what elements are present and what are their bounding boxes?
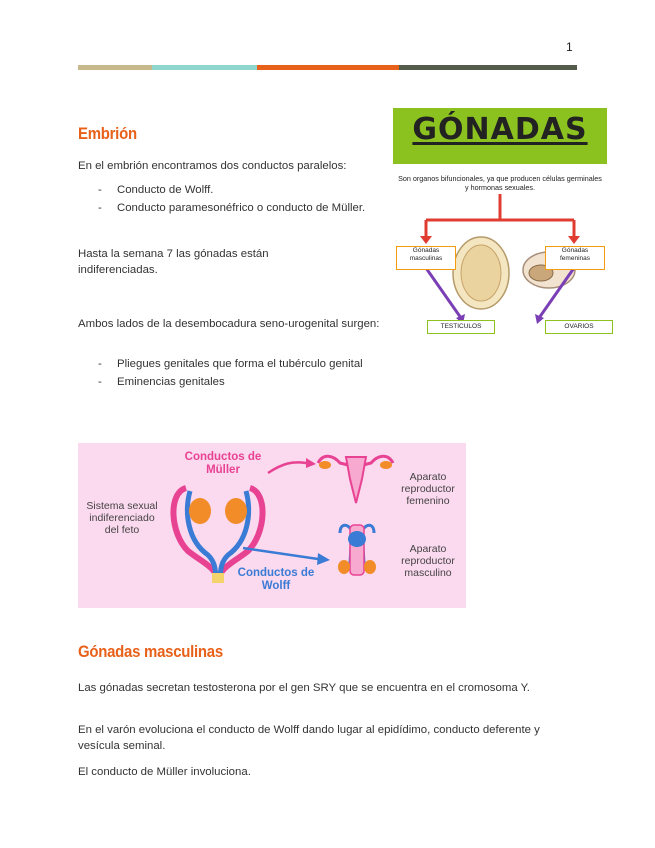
- indiferenciado-label: Sistema sexual indiferenciado del feto: [86, 500, 158, 536]
- conductos-list: [78, 182, 378, 218]
- gonad-left: [189, 498, 211, 524]
- intro-text: En el embrión encontramos dos conductos paralelos:: [78, 160, 347, 172]
- muller-involution-text: El conducto de Müller involuciona.: [78, 766, 251, 778]
- page-number: 1: [566, 40, 573, 54]
- arrow-male: [243, 548, 318, 559]
- wolff-label: Conductos de Wolff: [237, 567, 315, 592]
- gonadas-figure: [393, 108, 607, 335]
- wolff-evolution-text: En el varón evoluciona el conducto de Wolff dando lugar al epidídimo, conducto deferente y vesícula seminal.: [78, 724, 540, 752]
- list-item: - Eminencias genitales: [78, 374, 368, 390]
- desembocadura-text: Ambos lados de la desembocadura seno-urogenital surgen:: [78, 318, 380, 330]
- gonadas-description: Son organos bifuncionales, ya que producen células germinales y hormonas sexuales.: [398, 174, 602, 192]
- gonadas-title: GÓNADAS: [393, 108, 607, 164]
- muller-label: Conductos de Müller: [184, 451, 262, 476]
- femenino-label: Aparato reproductor femenino: [401, 471, 455, 507]
- arrow-female: [268, 462, 306, 473]
- gonad-right: [225, 498, 247, 524]
- header-rule: [78, 65, 577, 70]
- gonadas-masculinas-box: Gónadas masculinas: [396, 246, 456, 270]
- masculino-label: Aparato reproductor masculino: [401, 543, 455, 579]
- list-item: - Conducto de Wolff.: [78, 182, 378, 198]
- ovarios-box: OVARIOS: [545, 320, 613, 334]
- testiculos-box: TESTICULOS: [427, 320, 495, 334]
- list-item: - Conducto paramesonéfrico o conducto de Müller.: [78, 200, 378, 216]
- gonadas-femeninas-box: Gónadas femeninas: [545, 246, 605, 270]
- section-heading-embrion: Embrión: [78, 124, 137, 143]
- section-heading-gonadas-masculinas: Gónadas masculinas: [78, 642, 223, 661]
- list-item: - Pliegues genitales que forma el tubérculo genital: [78, 356, 368, 372]
- pliegues-list: [78, 356, 368, 392]
- uterus-illustration: [346, 457, 366, 503]
- testosterona-text: Las gónadas secretan testosterona por el gen SRY que se encuentra en el cromosoma Y.: [78, 682, 530, 694]
- indiferenciadas-text: Hasta la semana 7 las gónadas están indiferenciadas.: [78, 248, 269, 276]
- gonadas-diagram: [393, 108, 607, 335]
- embryo-figure: [78, 443, 466, 608]
